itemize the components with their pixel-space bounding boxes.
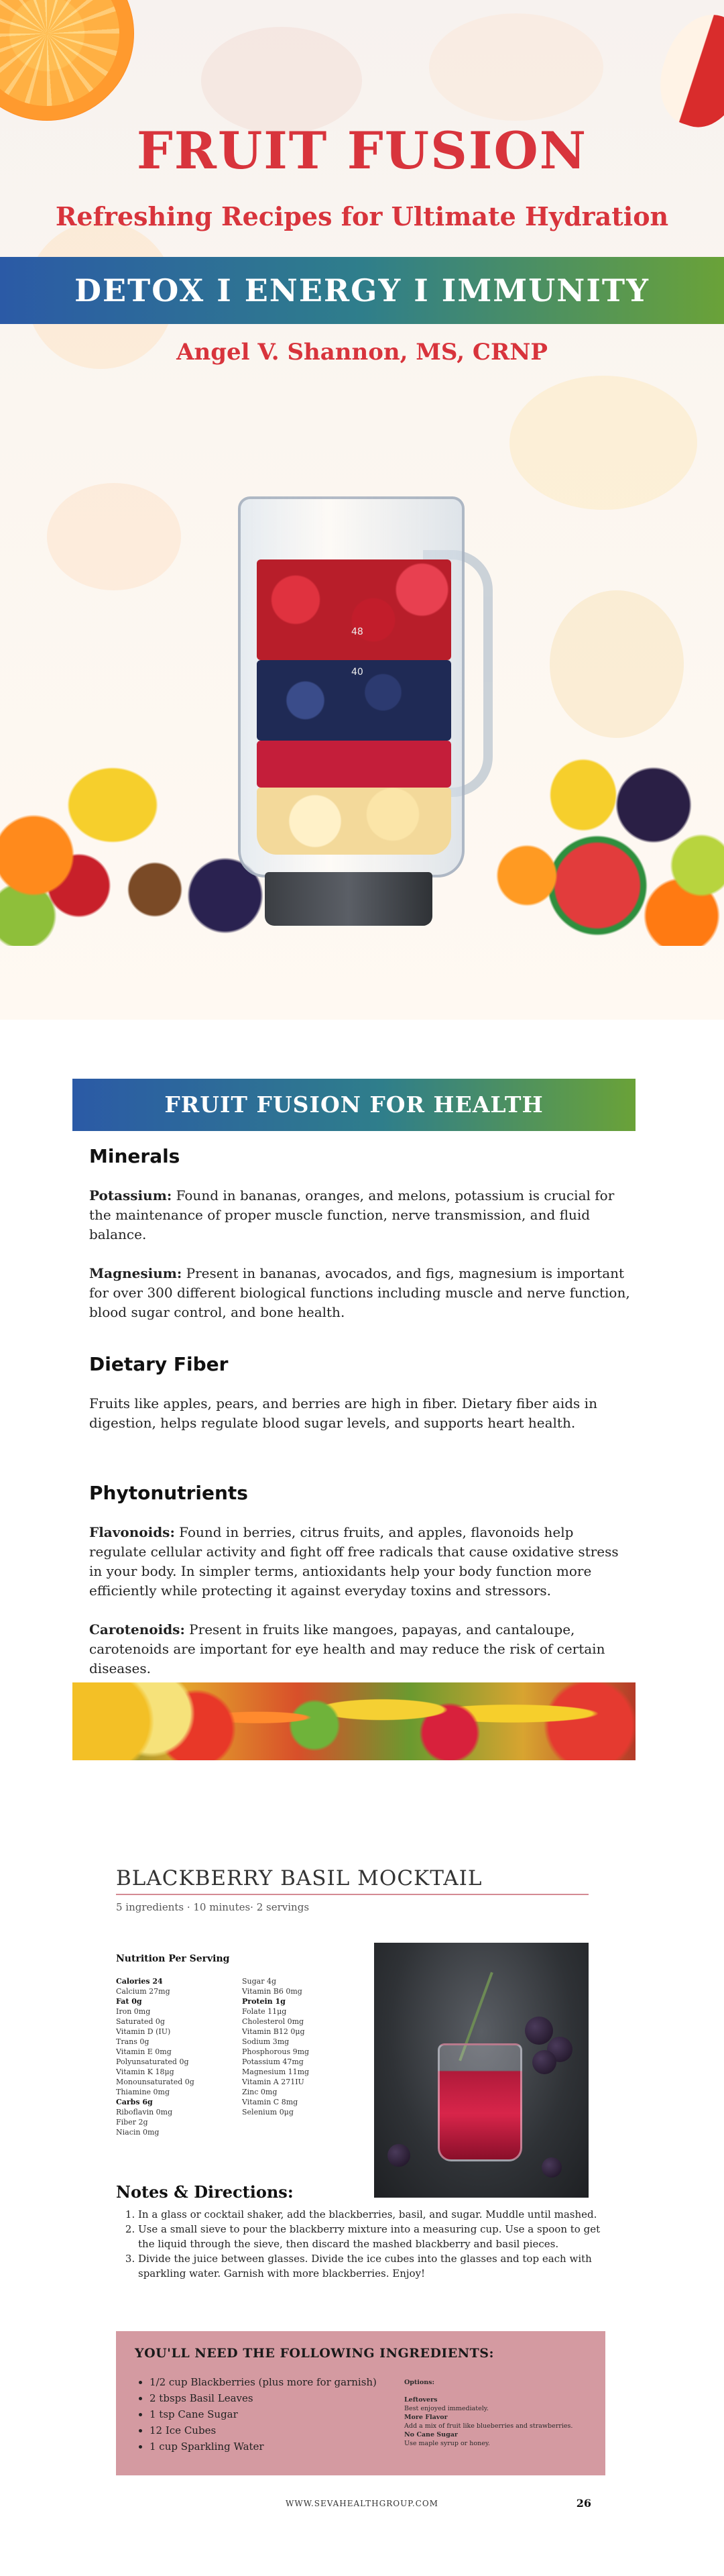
nutrition-line: Riboflavin 0mg bbox=[116, 2108, 173, 2116]
blackberry bbox=[387, 2144, 410, 2167]
nutrition-line: Cholesterol 0mg bbox=[242, 2017, 304, 2026]
ingredient-item: • 1 tsp Cane Sugar bbox=[149, 2406, 418, 2422]
option-line bbox=[404, 2387, 592, 2396]
direction-step: 3. Divide the juice between glasses. Divide the ice cubes into the glasses and top each with sparkling water. Garnish with more blackberries. Enjoy! bbox=[138, 2251, 601, 2281]
definition: Present in bananas, avocados, and figs, magnesium is important for over 300 different biological functions including muscle and nerve function, blood sugar control, and bone health. bbox=[89, 1265, 630, 1320]
ingredients-heading: YOU'LL NEED THE FOLLOWING INGREDIENTS: bbox=[135, 2346, 495, 2361]
nutrition-line: Selenium 0μg bbox=[242, 2108, 294, 2116]
nutrition-heading: Nutrition Per Serving bbox=[116, 1953, 230, 1964]
nutrition-line: Calories 24 bbox=[116, 1977, 163, 1986]
term: Flavonoids: bbox=[89, 1524, 175, 1540]
nutrition-line: Folate 11μg bbox=[242, 2007, 287, 2016]
nutrition-line: Iron 0mg bbox=[116, 2007, 151, 2016]
nutrition-line: Fiber 2g bbox=[116, 2118, 148, 2127]
blackberry bbox=[525, 2017, 553, 2045]
paragraph-fiber: Fruits like apples, pears, and berries are high in fiber. Dietary fiber aids in digestion, helps regulate blood sugar levels, and supports heart health. bbox=[89, 1395, 597, 1431]
notes-heading: Notes & Directions: bbox=[116, 2182, 294, 2202]
bg-fruit bbox=[509, 376, 697, 510]
bg-fruit bbox=[47, 483, 181, 590]
blender-mark: 48 bbox=[351, 627, 363, 637]
option-line: No Cane Sugar bbox=[404, 2431, 458, 2438]
nutrition-line: Monounsaturated 0g bbox=[116, 2078, 194, 2086]
strawberry-layer bbox=[257, 559, 451, 660]
definition: Found in berries, citrus fruits, and apples, flavonoids help regulate cellular activity and fight off free radicals that cause oxidative stress in your body. In simpler terms, antioxidants help your body function more efficiently while protecting it against everyday toxins and stressors. bbox=[89, 1524, 619, 1599]
direction-step: 1. In a glass or cocktail shaker, add the blackberries, basil, and sugar. Muddle until mashed. bbox=[138, 2207, 601, 2222]
option-line: Options: bbox=[404, 2379, 435, 2386]
nutrition-line: Thiamine 0mg bbox=[116, 2088, 170, 2096]
nutrition-line: Magnesium 11mg bbox=[242, 2068, 310, 2076]
raspberry-layer bbox=[257, 741, 451, 788]
option-line: Use maple syrup or honey. bbox=[404, 2440, 490, 2447]
mocktail-photo bbox=[374, 1943, 589, 2198]
orange-slice-image bbox=[0, 0, 134, 121]
nutrition-line: Trans 0g bbox=[116, 2037, 149, 2046]
option-line: Best enjoyed immediately. bbox=[404, 2405, 489, 2412]
ingredient-item: • 1 cup Sparkling Water bbox=[149, 2438, 418, 2455]
nutrition-line: Vitamin D (IU) bbox=[116, 2027, 171, 2036]
ingredients-box bbox=[116, 2331, 605, 2475]
cover-subtitle: Refreshing Recipes for Ultimate Hydration bbox=[55, 201, 669, 231]
apple-slice-image bbox=[648, 4, 724, 138]
blackberry bbox=[542, 2157, 562, 2178]
nutrition-line: Saturated 0g bbox=[116, 2017, 165, 2026]
ingredient-item: • 2 tbsps Basil Leaves bbox=[149, 2390, 418, 2406]
definition: Found in bananas, oranges, and melons, potassium is crucial for the maintenance of proper muscle function, nerve transmission, and fluid balance. bbox=[89, 1187, 615, 1242]
nutrition-line: Vitamin K 18μg bbox=[116, 2068, 174, 2076]
term: Magnesium: bbox=[89, 1265, 182, 1281]
cover-section bbox=[0, 0, 724, 1020]
directions-list bbox=[126, 2207, 601, 2281]
nutrition-line: Polyunsaturated 0g bbox=[116, 2057, 189, 2066]
section-heading: Phytonutrients bbox=[89, 1482, 248, 1504]
nutrition-line: Carbs 6g bbox=[116, 2098, 153, 2106]
paragraph-flavonoids bbox=[89, 1523, 632, 1601]
term: Carotenoids: bbox=[89, 1621, 185, 1638]
nutrition-line: Vitamin E 0mg bbox=[116, 2047, 172, 2056]
nutrition-line: Niacin 0mg bbox=[116, 2128, 160, 2137]
blender-mark: 40 bbox=[351, 667, 363, 678]
bg-fruit bbox=[201, 27, 362, 134]
term: Potassium: bbox=[89, 1187, 172, 1203]
blender-base bbox=[265, 872, 432, 926]
nutrition-line: Vitamin B12 0μg bbox=[242, 2027, 305, 2036]
bg-fruit bbox=[550, 590, 684, 738]
fruit-strip-image bbox=[72, 1682, 636, 1760]
nutrition-line: Fat 0g bbox=[116, 1997, 142, 2006]
option-line: Leftovers bbox=[404, 2396, 438, 2404]
recipe-divider bbox=[116, 1894, 589, 1895]
option-line: Add a mix of fruit like blueberries and strawberries. bbox=[404, 2422, 573, 2430]
nutrition-line: Phosphorous 9mg bbox=[242, 2047, 310, 2056]
cover-banner: DETOX I ENERGY I IMMUNITY bbox=[0, 257, 724, 324]
nutrition-line: Sugar 4g bbox=[242, 1977, 277, 1986]
nutrition-line: Sodium 3mg bbox=[242, 2037, 290, 2046]
phytonutrients-section bbox=[89, 1482, 632, 1678]
nutrition-line: Vitamin A 271IU bbox=[242, 2078, 304, 2086]
ingredients-list bbox=[135, 2374, 418, 2455]
nutrition-line: Protein 1g bbox=[242, 1997, 286, 2006]
health-banner: FRUIT FUSION FOR HEALTH bbox=[72, 1079, 636, 1131]
nutrition-line: Calcium 27mg bbox=[116, 1987, 170, 1996]
nutrition-line: Zinc 0mg bbox=[242, 2088, 278, 2096]
blender-jar bbox=[238, 496, 465, 877]
blackberry bbox=[532, 2050, 556, 2074]
nutrition-line: Vitamin B6 0mg bbox=[242, 1987, 302, 1996]
paragraph-carotenoids bbox=[89, 1620, 632, 1678]
banana-layer bbox=[257, 788, 451, 855]
recipe-title: BLACKBERRY BASIL MOCKTAIL bbox=[116, 1866, 483, 1890]
page-number: 26 bbox=[576, 2497, 591, 2510]
options-notes bbox=[404, 2378, 592, 2448]
option-line: More Flavor bbox=[404, 2414, 448, 2421]
cover-author: Angel V. Shannon, MS, CRNP bbox=[176, 339, 548, 366]
direction-step: 2. Use a small sieve to pour the blackberry mixture into a measuring cup. Use a spoon to get the liquid through the sieve, then discard the mashed blackberry and basil pieces. bbox=[138, 2222, 601, 2251]
recipe-meta: 5 ingredients · 10 minutes· 2 servings bbox=[116, 1901, 310, 1913]
blender-image bbox=[225, 496, 493, 926]
section-heading: Dietary Fiber bbox=[89, 1353, 229, 1375]
cover-title: FRUIT FUSION bbox=[136, 121, 588, 180]
nutrition-line: Potassium 47mg bbox=[242, 2057, 304, 2066]
footer-url: WWW.SEVAHEALTHGROUP.COM bbox=[286, 2499, 438, 2508]
mocktail-glass bbox=[438, 2043, 522, 2161]
fiber-section bbox=[89, 1353, 632, 1433]
minerals-section bbox=[89, 1145, 632, 1322]
paragraph-potassium bbox=[89, 1186, 632, 1244]
ingredient-item: • 12 Ice Cubes bbox=[149, 2422, 418, 2438]
nutrition-line: Vitamin C 8mg bbox=[242, 2098, 298, 2106]
ingredient-item: • 1/2 cup Blackberries (plus more for garnish) bbox=[149, 2374, 418, 2390]
paragraph-magnesium bbox=[89, 1264, 632, 1322]
definition: Present in fruits like mangoes, papayas, and cantaloupe, carotenoids are important for eye health and may reduce the risk of certain diseases. bbox=[89, 1621, 605, 1676]
nutrition-column-1 bbox=[116, 1976, 237, 2137]
section-heading: Minerals bbox=[89, 1145, 180, 1167]
bg-fruit bbox=[429, 13, 603, 121]
nutrition-column-2 bbox=[242, 1976, 363, 2117]
